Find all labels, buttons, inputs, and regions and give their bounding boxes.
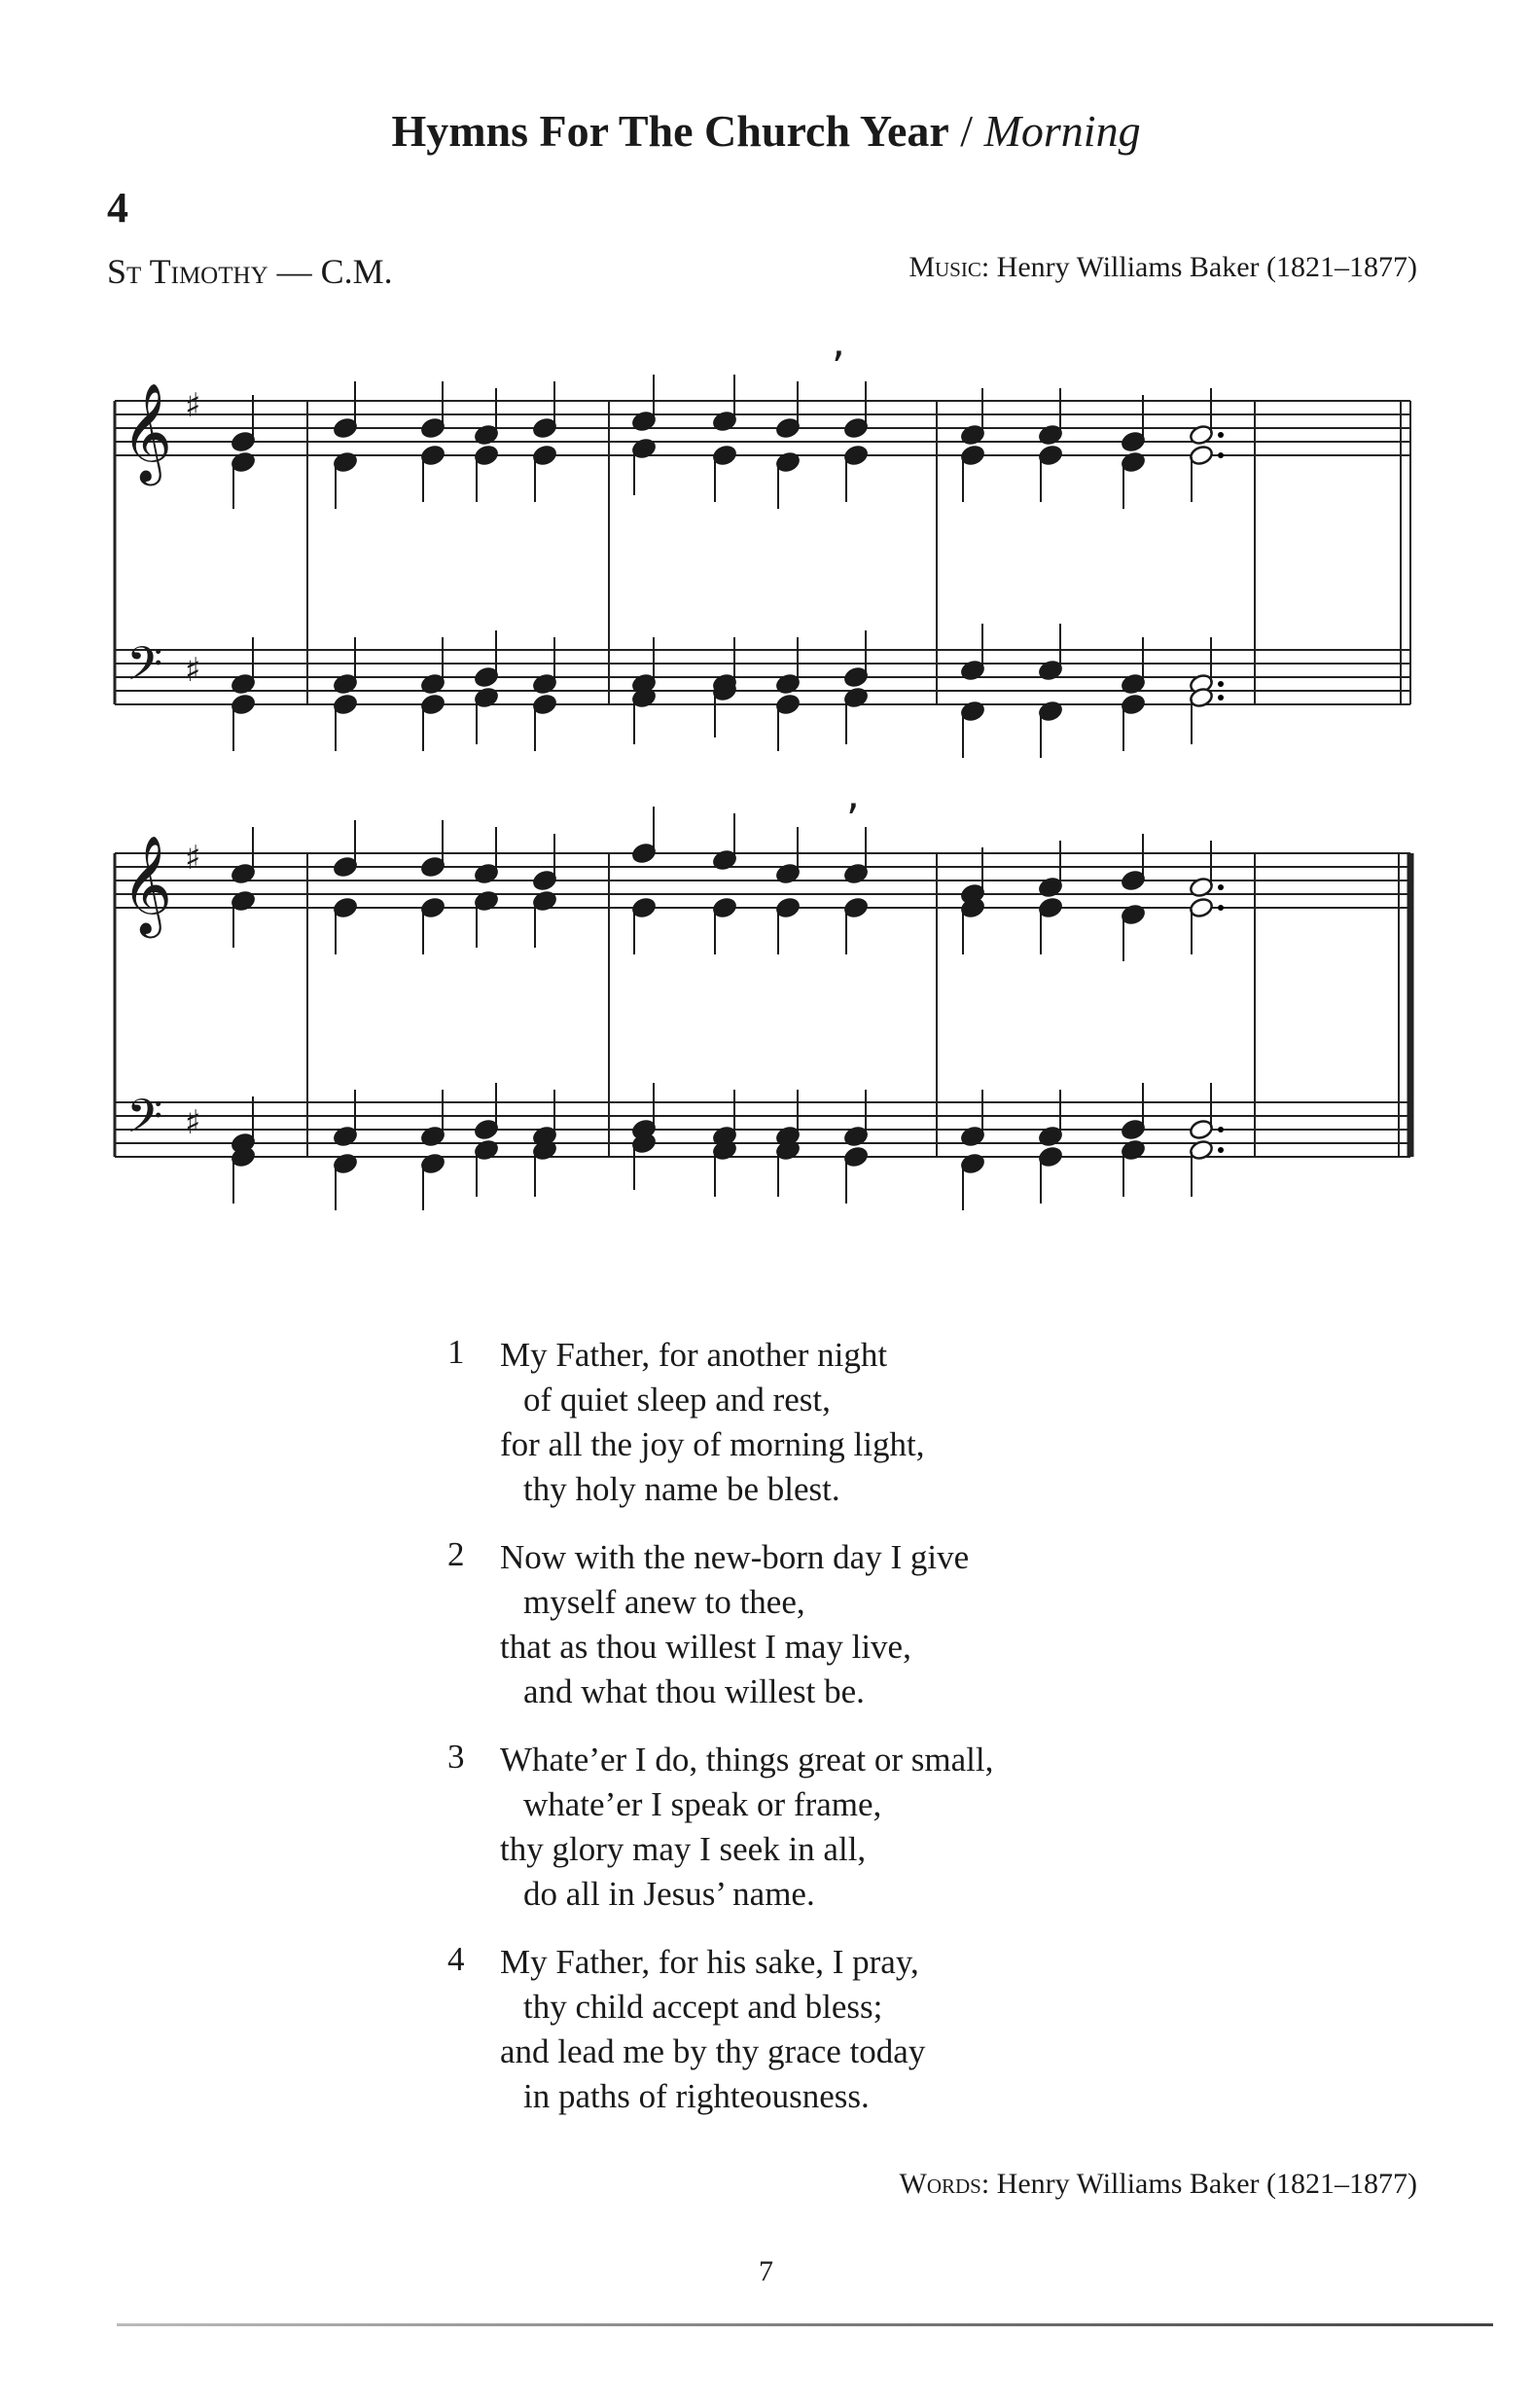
verse: [447, 1333, 993, 1512]
verse-line: and what thou willest be.: [523, 1672, 865, 1710]
verse-line: Whate’er I do, things great or small,: [500, 1741, 994, 1779]
bass-clef-icon: 𝄢: [126, 636, 163, 702]
words-credit: [900, 2168, 1418, 2201]
treble-clef-icon: 𝄞: [122, 381, 173, 482]
page-number: 7: [759, 2255, 773, 2287]
verse-line: whate’er I speak or frame,: [523, 1785, 882, 1823]
note-dot: [1218, 432, 1224, 438]
verse-line: myself anew to thee,: [523, 1583, 805, 1621]
verse: [447, 1940, 993, 2119]
verse: [447, 1535, 993, 1714]
key-signature-sharp-icon: ♯: [185, 386, 201, 425]
note-dot: [1218, 1147, 1224, 1153]
breath-mark: ,: [846, 770, 860, 819]
key-signature-sharp-icon: ♯: [185, 651, 201, 690]
verse-line: in paths of righteousness.: [523, 2077, 870, 2115]
verse-line: thy child accept and bless;: [523, 1988, 883, 2026]
section-name: Morning: [983, 106, 1141, 156]
book-title: Hymns For The Church Year: [391, 106, 949, 156]
verse-line: and lead me by thy grace today: [500, 2032, 926, 2070]
verse-number: 3: [447, 1738, 465, 1776]
verse-number: 2: [447, 1535, 465, 1573]
verse-line: do all in Jesus’ name.: [523, 1875, 815, 1913]
key-signature-sharp-icon: ♯: [185, 1103, 201, 1142]
note-dot: [1218, 1127, 1224, 1132]
music-composer: Henry Williams Baker (1821–1877): [996, 251, 1417, 283]
verse-line: of quiet sleep and rest,: [523, 1381, 831, 1419]
page-bottom-rule: [117, 2323, 1493, 2326]
verse-line: My Father, for another night: [500, 1336, 888, 1374]
verse: [447, 1738, 993, 1917]
note-dot: [1218, 695, 1224, 701]
note-dot: [1218, 452, 1224, 458]
verse-number: 4: [447, 1940, 465, 1978]
bass-clef-icon: 𝄢: [126, 1089, 163, 1155]
words-author: Henry Williams Baker (1821–1877): [996, 2168, 1417, 2200]
verse-number: 1: [447, 1333, 465, 1371]
breath-mark: ,: [832, 317, 845, 367]
tune-name: St Timothy: [107, 252, 268, 291]
title-separator: /: [948, 106, 984, 156]
key-signature-sharp-icon: ♯: [185, 839, 201, 878]
verse-line: thy glory may I seek in all,: [500, 1830, 867, 1868]
words-label: Words:: [899, 2168, 990, 2200]
verse-line: thy holy name be blest.: [523, 1470, 840, 1508]
meter: C.M.: [320, 252, 393, 291]
note-dot: [1218, 681, 1224, 687]
tune-separator: —: [267, 252, 321, 291]
note-dot: [1218, 884, 1224, 890]
verses: [447, 1333, 993, 2142]
note-dot: [1218, 905, 1224, 911]
music-label: Music:: [909, 251, 990, 283]
treble-clef-icon: 𝄞: [122, 834, 173, 934]
verse-line: Now with the new-born day I give: [500, 1538, 970, 1576]
verse-line: that as thou willest I may live,: [500, 1628, 911, 1666]
verse-line: for all the joy of morning light,: [500, 1425, 925, 1463]
verse-line: My Father, for his sake, I pray,: [500, 1943, 919, 1981]
hymn-number: 4: [107, 184, 128, 232]
